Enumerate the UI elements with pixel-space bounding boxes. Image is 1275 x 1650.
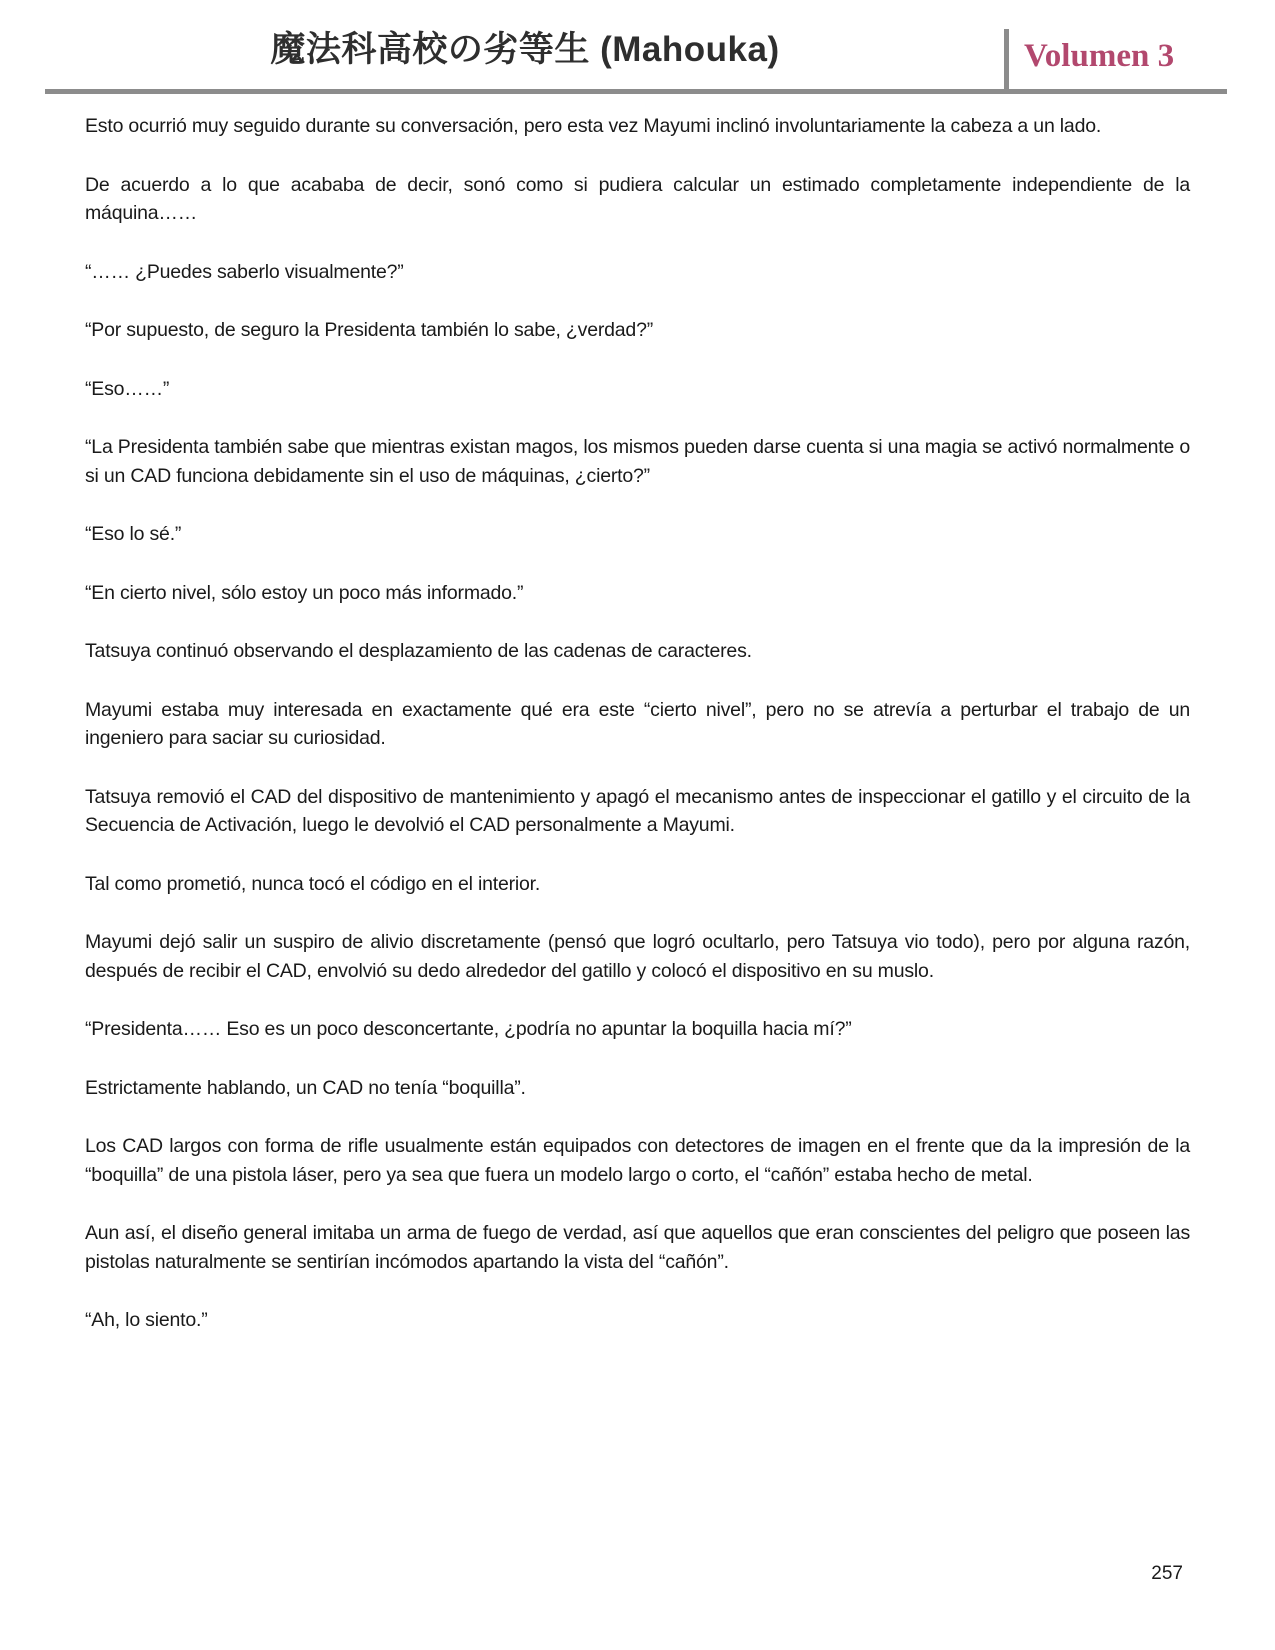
paragraph: Mayumi dejó salir un suspiro de alivio discretamente (pensó que logró ocultarlo, pero Tatsuya vio todo), pero por alguna razón, después de recibir el CAD, envolvió su dedo alrededor del gatillo y colocó el dispositivo en su muslo.	[85, 931, 1190, 982]
paragraph: “…… ¿Puedes saberlo visualmente?”	[85, 260, 404, 283]
paragraph: Los CAD largos con forma de rifle usualmente están equipados con detectores de imagen en el frente que da la impresión de la “boquilla” de una pistola láser, pero ya sea que fuera un modelo largo o corto, el “cañón” estaba hecho de metal.	[85, 1135, 1190, 1186]
paragraph: Mayumi estaba muy interesada en exactamente qué era este “cierto nivel”, pero no se atrevía a perturbar el trabajo de un ingeniero para saciar su curiosidad.	[85, 698, 1190, 749]
header-horizontal-rule	[45, 89, 1227, 94]
page-title: 魔法科高校の劣等生 (Mahouka)	[270, 30, 780, 69]
paragraph: “Eso……”	[85, 377, 170, 400]
paragraph: “Presidenta…… Eso es un poco desconcertante, ¿podría no apuntar la boquilla hacia mí?”	[85, 1018, 852, 1040]
paragraph: De acuerdo a lo que acababa de decir, sonó como si pudiera calcular un estimado completamente independiente de la máquina……	[85, 173, 1190, 224]
paragraph: “En cierto nivel, sólo estoy un poco más informado.”	[85, 581, 524, 604]
body-text	[85, 112, 1190, 1365]
paragraph: Aun así, el diseño general imitaba un arma de fuego de verdad, así que aquellos que eran conscientes del peligro que poseen las pistolas naturalmente se sentirían incómodos apartando la vista del “cañón”.	[85, 1222, 1190, 1273]
paragraph: Tal como prometió, nunca tocó el código en el interior.	[85, 872, 541, 895]
paragraph: “Eso lo sé.”	[85, 523, 182, 545]
paragraph: “Ah, lo siento.”	[85, 1309, 208, 1331]
header-vertical-divider	[1004, 29, 1009, 90]
paragraph: Tatsuya removió el CAD del dispositivo de mantenimiento y apagó el mecanismo antes de inspeccionar el gatillo y el circuito de la Secuencia de Activación, luego le devolvió el CAD personalmente a Mayumi.	[85, 785, 1190, 836]
paragraph: Estrictamente hablando, un CAD no tenía “boquilla”.	[85, 1076, 526, 1099]
volume-label: Volumen 3	[1024, 38, 1175, 74]
page-number: 257	[1151, 1563, 1183, 1584]
paragraph: “Por supuesto, de seguro la Presidenta también lo sabe, ¿verdad?”	[85, 319, 654, 341]
paragraph: Tatsuya continuó observando el desplazamiento de las cadenas de caracteres.	[85, 640, 752, 662]
paragraph: “La Presidenta también sabe que mientras existan magos, los mismos pueden darse cuenta si una magia se activó normalmente o si un CAD funciona debidamente sin el uso de máquinas, ¿cierto?”	[85, 436, 1190, 487]
paragraph: Esto ocurrió muy seguido durante su conversación, pero esta vez Mayumi inclinó involuntariamente la cabeza a un lado.	[85, 115, 1102, 137]
